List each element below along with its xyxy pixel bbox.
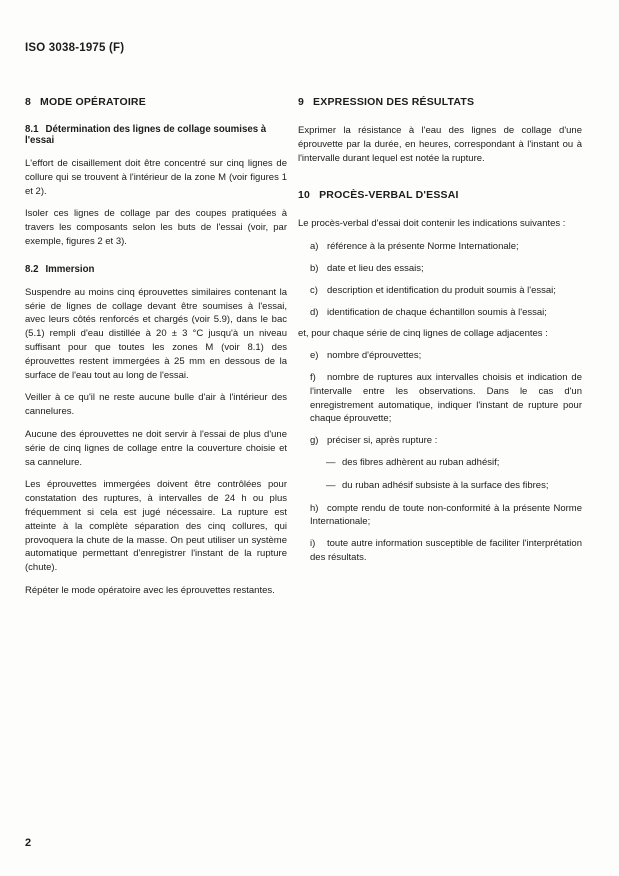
section-8-2-heading — [25, 264, 287, 275]
list-marker: d) — [310, 306, 319, 318]
section-8-number: 8 — [25, 96, 32, 108]
list-item-h — [310, 502, 582, 530]
section-8-title: MODE OPÉRATOIRE — [40, 96, 146, 108]
list-item-b — [310, 262, 582, 276]
dash-marker: — — [326, 456, 336, 468]
list-text: référence à la présente Norme Internationale; — [327, 241, 519, 253]
paragraph: Répéter le mode opératoire avec les éprouvettes restantes. — [25, 584, 275, 596]
paragraph: Veiller à ce qu'il ne reste aucune bulle d'air à l'intérieur des cannelures. — [25, 392, 287, 418]
two-column-layout — [25, 96, 582, 607]
section-8-2-title: Immersion — [45, 263, 95, 275]
paragraph: L'effort de cisaillement doit être concentré sur cinq lignes de collure qui se trouvent à l'intérieur de la zone M (voir figures 1 et 2). — [25, 158, 287, 197]
list-marker: e) — [310, 350, 319, 362]
list-text: préciser si, après rupture : — [327, 435, 438, 447]
dash-text: du ruban adhésif subsiste à la surface des fibres; — [342, 479, 549, 491]
document-reference: ISO 3038-1975 (F) — [25, 42, 125, 54]
section-8-1-title: Détermination des lignes de collage soumises à l'essai — [25, 124, 267, 146]
section-9-title: EXPRESSION DES RÉSULTATS — [313, 96, 475, 108]
list-item-i — [310, 537, 582, 565]
list-text: description et identification du produit soumis à l'essai; — [327, 284, 556, 296]
section-10-heading — [298, 189, 582, 201]
section-10-title: PROCÈS-VERBAL D'ESSAI — [319, 189, 459, 202]
right-column — [298, 96, 582, 607]
list-marker: c) — [310, 284, 318, 296]
section-9-heading — [298, 96, 582, 108]
list-text: compte rendu de toute non-conformité à la présente Norme Internationale; — [310, 502, 582, 528]
list-item-e — [310, 349, 582, 363]
paragraph: Suspendre au moins cinq éprouvettes similaires contenant la série de lignes de collage devant être soumises à l'essai, avec leurs côtés renforcés et chargés (voir 5.9), dans le bac (5.1) rempli d'eau distillée à 20 ± 3 °C jusqu'à un niveau suffisant pour que toutes les zones M (voir 8.1) des éprouvettes restent immergées à 25 mm en dessous de la surface de l'eau tout au long de l'essai. — [25, 286, 287, 381]
section-9-number: 9 — [298, 96, 305, 108]
list-text: toute autre information susceptible de faciliter l'interprétation des résultats. — [310, 538, 582, 563]
list-text: nombre d'éprouvettes; — [327, 350, 422, 362]
section-8-2-number: 8.2 — [25, 263, 39, 275]
paragraph: Les éprouvettes immergées doivent être contrôlées pour constatation des ruptures, à intervalles de 24 h ou plus fréquemment si cela est jugé nécessaire. La rupture est atteinte à la complète séparation des cinq collures, qui provoquera la chute de la masse. On peut utiliser un système automatique permettant d'enregistrer l'instant de la rupture (chute). — [25, 479, 287, 574]
list-marker: h) — [310, 502, 319, 514]
list-marker: g) — [310, 435, 319, 447]
dash-text: des fibres adhèrent au ruban adhésif; — [342, 456, 500, 468]
dash-item — [326, 479, 582, 493]
list-item-a — [310, 240, 582, 254]
dash-item — [326, 456, 582, 470]
list-item-f — [310, 371, 582, 426]
section-8-1-number: 8.1 — [25, 124, 39, 135]
list-marker: b) — [310, 262, 319, 274]
paragraph: Aucune des éprouvettes ne doit servir à l'essai de plus d'une série de cinq lignes de collage entre la couverture choisie et sa cannelure. — [25, 428, 287, 468]
paragraph: Isoler ces lignes de collage par des coupes pratiquées à travers les composants selon les buts de l'essai (voir, par exemple, figures 2 et 3). — [25, 208, 287, 247]
paragraph: Le procès-verbal d'essai doit contenir les indications suivantes : — [298, 218, 566, 230]
list-item-c — [310, 284, 582, 298]
section-10-number: 10 — [298, 189, 311, 202]
page-number: 2 — [25, 837, 32, 849]
dash-marker: — — [326, 479, 336, 491]
list-text: date et lieu des essais; — [327, 262, 424, 274]
list-item-g — [310, 434, 582, 448]
list-text: identification de chaque échantillon soumis à l'essai; — [327, 306, 547, 318]
section-8-1-heading — [25, 124, 287, 146]
list-marker: i) — [310, 538, 316, 550]
section-8-heading — [25, 96, 287, 108]
list-text: nombre de ruptures aux intervalles choisis et indication de l'intervalle entre les observations. Dans le cas d'un enregistrement automatique, indiquer l'instant de rupture pour chaque éprouvette; — [310, 371, 582, 425]
left-column — [25, 96, 287, 607]
list-marker: f) — [310, 371, 316, 383]
list-marker: a) — [310, 241, 319, 253]
list-interlude: et, pour chaque série de cinq lignes de collage adjacentes : — [298, 328, 548, 340]
list-item-d — [310, 306, 582, 320]
paragraph: Exprimer la résistance à l'eau des lignes de collage d'une éprouvette par la durée, en heures, correspondant à l'instant ou à l'intervalle durant lequel est notée la rupture. — [298, 125, 582, 164]
